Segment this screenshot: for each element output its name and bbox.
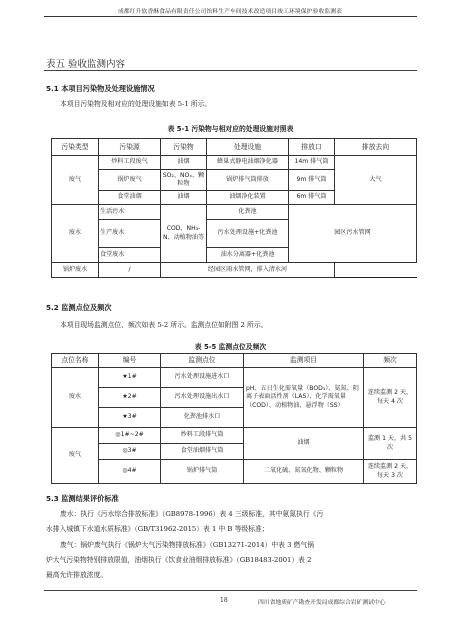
cell-pol: SO₂、NOₓ、颗粒物: [161, 170, 207, 191]
cell-src: 锅炉废气: [99, 170, 161, 191]
cell-freq-boiler: 连续监测 2 天，每天 3 次: [364, 460, 417, 484]
th-items: 监测项目: [244, 354, 364, 368]
intro-5-2: 本项目现场监测点位、频次如表 5-2 所示。监测点位如附图 2 所示。: [60, 321, 268, 329]
footer-rule: [44, 590, 417, 591]
table-pollutants-facilities: [51, 138, 417, 278]
cell-src: 炒料工段废气: [99, 156, 161, 170]
header-rule: [44, 16, 417, 17]
caption-table-5-2: 表 5-5 监测点位及频次: [194, 343, 267, 351]
cell-point: 食堂油烟排气筒: [161, 444, 244, 460]
cell-point: 化粪池排水口: [161, 408, 244, 428]
cell-out: 14m 排气筒: [289, 156, 335, 170]
th-point: 监测点位: [161, 354, 244, 368]
th-type: 污染类型: [52, 139, 99, 156]
th-source: 污染源: [99, 139, 161, 156]
para-gas-line1: 废气：锅炉废气执行《锅炉大气污染物排放标准》（GB13271-2014）中表 3 燃气锅: [60, 541, 314, 549]
cell-out: 9m 排气筒: [289, 170, 335, 191]
cell-out: 6m 排气筒: [289, 191, 335, 205]
th-id: 编号: [99, 354, 161, 368]
cell-fac: 锅炉排气筒排放: [207, 170, 289, 191]
para-gas-line3: 最高允许排放浓度。: [46, 571, 108, 579]
th-outlet: 排放口: [289, 139, 335, 156]
cell-fac: 化粪池: [207, 205, 289, 220]
cell-pol: 油烟: [161, 191, 207, 205]
cell-point: 污水处理设施出水口: [161, 388, 244, 408]
table-row: [52, 205, 417, 220]
heading-5-2: 5.2 监测点位及频次: [46, 303, 112, 312]
cell-freq-water: 连续监测 2 天，每天 4 次: [364, 368, 417, 428]
table-row: [52, 428, 417, 444]
cell-id: ★2#: [99, 388, 161, 408]
cell-id: ◎1#~2#: [99, 428, 161, 444]
th-facility: 处理设施: [207, 139, 289, 156]
page-number: 18: [220, 597, 228, 604]
cell-items-fume: 油烟: [244, 428, 364, 460]
cell-id: ★1#: [99, 368, 161, 388]
cell-pol-water: COD、NH₃-N、动植物油等: [161, 205, 207, 263]
cell-fac: 油烟净化装置: [207, 191, 289, 205]
table-row: [52, 368, 417, 388]
cell-pol: 油烟: [161, 156, 207, 170]
th-point-name: 点位名称: [52, 354, 99, 368]
th-pollutant: 污染物: [161, 139, 207, 156]
cell-src: 锅炉废水: [52, 263, 99, 278]
table-monitoring-points: [51, 353, 417, 484]
section-rule: [44, 70, 417, 71]
heading-5-3: 5.3 监测结果评价标准: [46, 494, 119, 503]
cell-dest-boiler: 经园区雨水管网，排入清水河: [161, 263, 335, 278]
section-title: 表五 验收监测内容: [46, 59, 126, 70]
cell-type-gas: 废气: [52, 156, 99, 205]
table-row: [52, 460, 417, 484]
para-gas-line2: 炉大气污染物特别排放限值，油烟执行《饮食业油烟排放标准》（GB18483-2001）表 2: [46, 556, 312, 564]
heading-5-1: 5.1 本项目污染物及处理设施情况: [46, 84, 155, 93]
cell-type-gas: 废气: [52, 428, 99, 484]
para-water-line1: 废水：执行《污水综合排放标准》（GB8978-1996）表 4 三级标准，其中氨氮执行《污: [60, 510, 324, 518]
cell-src: 食堂油烟: [99, 191, 161, 205]
th-destination: 排放去向: [335, 139, 417, 156]
cell-fac: 蜂巢式静电油烟净化器: [207, 156, 289, 170]
footer-organization: 四川省地质矿产勘查开发局成都综合岩矿测试中心: [258, 600, 386, 606]
cell-type-water: 废水: [52, 368, 99, 428]
cell-src: 食堂废水: [99, 248, 161, 263]
cell-point: 炒料工段排气筒: [161, 428, 244, 444]
para-water-line2: 水排入城镇下水道水质标准》（GB/T31962-2015）表 1 中 B 等级标准；: [46, 525, 269, 533]
cell-freq-fume: 监测 1 天，共 5 次: [364, 428, 417, 460]
cell-id: ◎3#: [99, 444, 161, 460]
cell-point: 锅炉排气筒: [161, 460, 244, 484]
cell-id: ◎4#: [99, 460, 161, 484]
cell-src: 生活污水: [99, 205, 161, 220]
cell-src: 生产废水: [99, 220, 161, 248]
table-row: [52, 263, 417, 278]
cell-fac: 油水分离器+化粪池: [207, 248, 289, 263]
th-frequency: 频次: [364, 354, 417, 368]
cell-type-water: 废水: [52, 205, 99, 263]
cell-items-boiler: 二氧化硫、氮氧化物、颗粒物: [244, 460, 364, 484]
running-header: 成都红升软香酥食品有限责任公司饴料生产车间技术改造项目竣工环境保护验收监测表: [117, 9, 343, 15]
cell-point: 污水处理设施进水口: [161, 368, 244, 388]
cell-items-water: pH、五日生化需氧量（BOD₅）、氨氮、阴离子表面活性剂（LAS）、化学需氧量（COD）、动植物油、悬浮物（SS）: [244, 368, 364, 428]
cell-pol: /: [99, 263, 161, 278]
caption-table-5-1: 表 5-1 污染物与相对应的处理设施对照表: [167, 125, 294, 133]
cell-id: ★3#: [99, 408, 161, 428]
cell-dest-gas: 大气: [335, 156, 417, 205]
cell-fac: 污水处理设施+化粪池: [207, 220, 289, 248]
intro-5-1: 本项目污染物及相对应的处理设施如表 5-1 所示。: [60, 100, 212, 108]
cell-dest-water: 园区污水管网: [289, 205, 417, 263]
table-row: [52, 156, 417, 170]
